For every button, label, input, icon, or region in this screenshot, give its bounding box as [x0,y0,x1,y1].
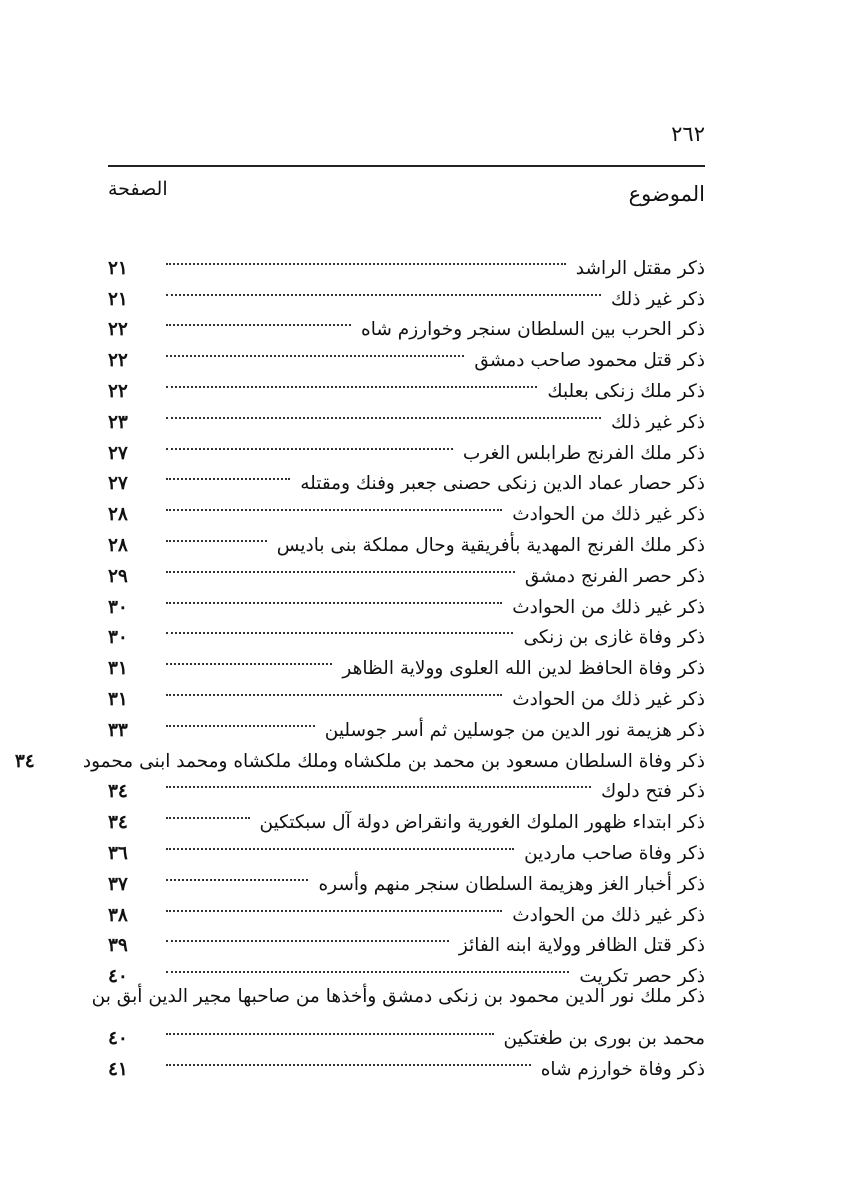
toc-entry-continued [91,982,705,1013]
entry-page: ٢٢ [108,380,128,402]
entry-page: ٢١ [108,257,128,279]
entry-page: ٣٩ [108,935,128,957]
entry-page: ٣٠ [108,627,128,649]
entry-page: ٤٠ [108,1027,128,1049]
dot-leader [166,705,315,736]
dot-leader [166,243,566,274]
entry-title: محمد بن بورى بن طغتكين [503,1027,705,1049]
entry-page: ٣٤ [14,750,35,772]
entry-page: ٣٦ [108,842,128,864]
entry-title: ذكر غير ذلك من الحوادث [512,596,705,618]
dot-leader [166,335,464,366]
entry-page: ٣٤ [108,781,128,803]
dot-leader [166,643,332,674]
column-heading-page: الصفحة [108,178,168,200]
dot-leader [166,459,290,490]
entry-title: ذكر غير ذلك [611,288,705,310]
entry-page: ٣٣ [108,719,128,741]
entry-title: ذكر الحرب بين السلطان سنجر وخوارزم شاه [361,319,705,341]
dot-leader [166,551,515,582]
entry-page: ٢٧ [108,473,128,495]
column-heading-topic: الموضوع [628,182,705,206]
toc-page [14,0,705,1200]
toc-entry [108,1013,705,1049]
entry-title: ذكر وفاة السلطان مسعود بن محمد بن ملكشاه وملك ملكشاه ومحمد ابنى محمود [82,750,705,772]
entry-title: ذكر ابتداء ظهور الملوك الغورية وانقراض دولة آل سبكتكين [259,812,705,834]
entry-title: ذكر وفاة خوارزم شاه [540,1058,705,1080]
page-number: ٢٦٢ [671,122,705,146]
dot-leader [166,1044,531,1075]
entry-title: ذكر وفاة الحافظ لدين الله العلوى وولاية الظاهر [342,658,705,680]
dot-leader [166,582,502,613]
entry-page: ٢٨ [108,534,128,556]
entry-title: ذكر غير ذلك من الحوادث [512,504,705,526]
dot-leader [166,921,449,952]
entry-title: ذكر حصر الفرنج دمشق [524,565,705,587]
dot-leader [166,674,502,705]
entry-page: ٢١ [108,288,128,310]
dot-leader [166,489,502,520]
entry-title: ذكر حصر تكريت [579,966,705,988]
entry-page: ٢٢ [108,350,128,372]
entry-title: ذكر غير ذلك من الحوادث [512,904,705,926]
entry-title: ذكر أخبار الغز وهزيمة السلطان سنجر منهم وأسره [318,873,705,895]
dot-leader [166,428,453,459]
entry-title: ذكر قتل محمود صاحب دمشق [474,350,705,372]
dot-leader [166,305,351,336]
entry-title: ذكر قتل الظافر وولاية ابنه الفائز [458,935,705,957]
entry-page: ٣٤ [108,812,128,834]
entry-page: ٤٠ [108,966,128,988]
entry-title: ذكر فتح دلوك [600,781,705,803]
entry-page: ٣٧ [108,873,128,895]
dot-leader [166,613,513,644]
header-rule [108,165,705,167]
entry-title: ذكر ملك نور الدين محمود بن زنكى دمشق وأخذها من صاحبها مجير الدين أبق بن [91,986,705,1008]
entry-title: ذكر حصار عماد الدين زنكى حصنى جعبر وفنك ومقتله [300,473,705,495]
toc-list [14,243,705,1080]
toc-entry [108,243,705,279]
dot-leader [166,859,308,890]
entry-page: ٢٧ [108,442,128,464]
entry-title: ذكر ملك زنكى بعلبك [547,380,705,402]
dot-leader [166,890,502,921]
dot-leader [166,397,601,428]
entry-page: ٤١ [108,1058,128,1080]
entry-page: ٣١ [108,688,128,710]
entry-title: ذكر ملك الفرنج طرابلس الغرب [462,442,705,464]
entry-page: ٢٨ [108,504,128,526]
entry-title: ذكر وفاة صاحب ماردين [524,842,705,864]
entry-page: ٣٨ [108,904,128,926]
dot-leader [166,828,514,859]
entry-page: ٣٠ [108,596,128,618]
entry-page: ٢٩ [108,565,128,587]
dot-leader [166,797,250,828]
dot-leader [166,366,537,397]
entry-title: ذكر غير ذلك [611,411,705,433]
entry-title: ذكر وفاة غازى بن زنكى [523,627,705,649]
dot-leader [166,274,601,305]
entry-title: ذكر ملك الفرنج المهدية بأفريقية وحال مملكة بنى باديس [276,534,705,556]
dot-leader [166,1013,494,1044]
entry-title: ذكر هزيمة نور الدين من جوسلين ثم أسر جوسلين [324,719,705,741]
entry-title: ذكر غير ذلك من الحوادث [512,688,705,710]
entry-title: ذكر مقتل الراشد [575,257,705,279]
dot-leader [166,520,267,551]
dot-leader [166,767,591,798]
dot-leader [166,951,569,982]
entry-page: ٣١ [108,658,128,680]
entry-page: ٢٣ [108,411,128,433]
entry-page: ٢٢ [108,319,128,341]
